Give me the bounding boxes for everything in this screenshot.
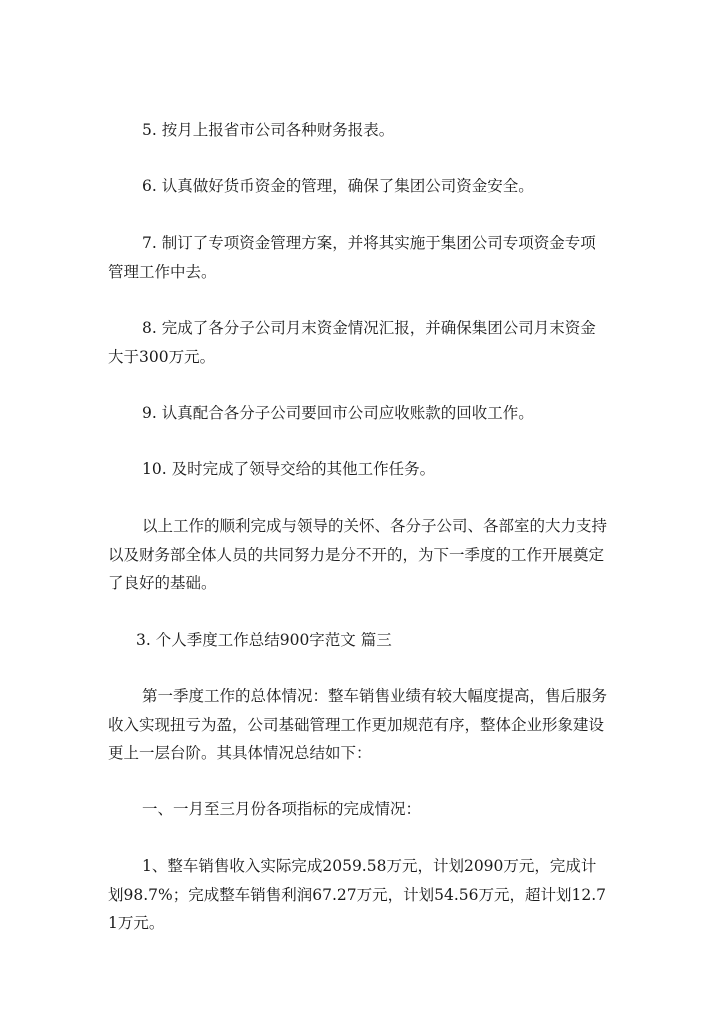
paragraph-item-8: 8. 完成了各分子公司月末资金情况汇报，并确保集团公司月末资金大于300万元。 — [108, 319, 596, 366]
paragraph-item-9: 9. 认真配合各分子公司要回市公司应收账款的回收工作。 — [142, 404, 534, 422]
paragraph-indicator-1: 1、整车销售收入实际完成2059.58万元，计划2090万元，完成计划98.7%；完成整车销售利润67.27万元，计划54.56万元，超计划12.71万元。 — [108, 857, 606, 932]
paragraph-summary: 以上工作的顺利完成与领导的关怀、各分子公司、各部室的大力支持以及财务部全体人员的共同努力是分不开的，为下一季度的工作开展奠定了良好的基础。 — [108, 517, 608, 592]
section-heading: 3. 个人季度工作总结900字范文 篇三 — [136, 631, 392, 649]
paragraph-overview: 第一季度工作的总体情况：整车销售业绩有较大幅度提高，售后服务收入实现扭亏为盈，公司基础管理工作更加规范有序，整体企业形象建设更上一层台阶。其具体情况总结如下： — [108, 687, 608, 762]
paragraph-item-5: 5. 按月上报省市公司各种财务报表。 — [142, 121, 395, 139]
paragraph-section-1: 一、一月至三月份各项指标的完成情况： — [142, 800, 422, 818]
paragraph-item-6: 6. 认真做好货币资金的管理，确保了集团公司资金安全。 — [142, 177, 534, 195]
paragraph-item-7: 7. 制订了专项资金管理方案，并将其实施于集团公司专项资金专项管理工作中去。 — [108, 234, 596, 281]
paragraph-item-10: 10. 及时完成了领导交给的其他工作任务。 — [142, 460, 436, 478]
